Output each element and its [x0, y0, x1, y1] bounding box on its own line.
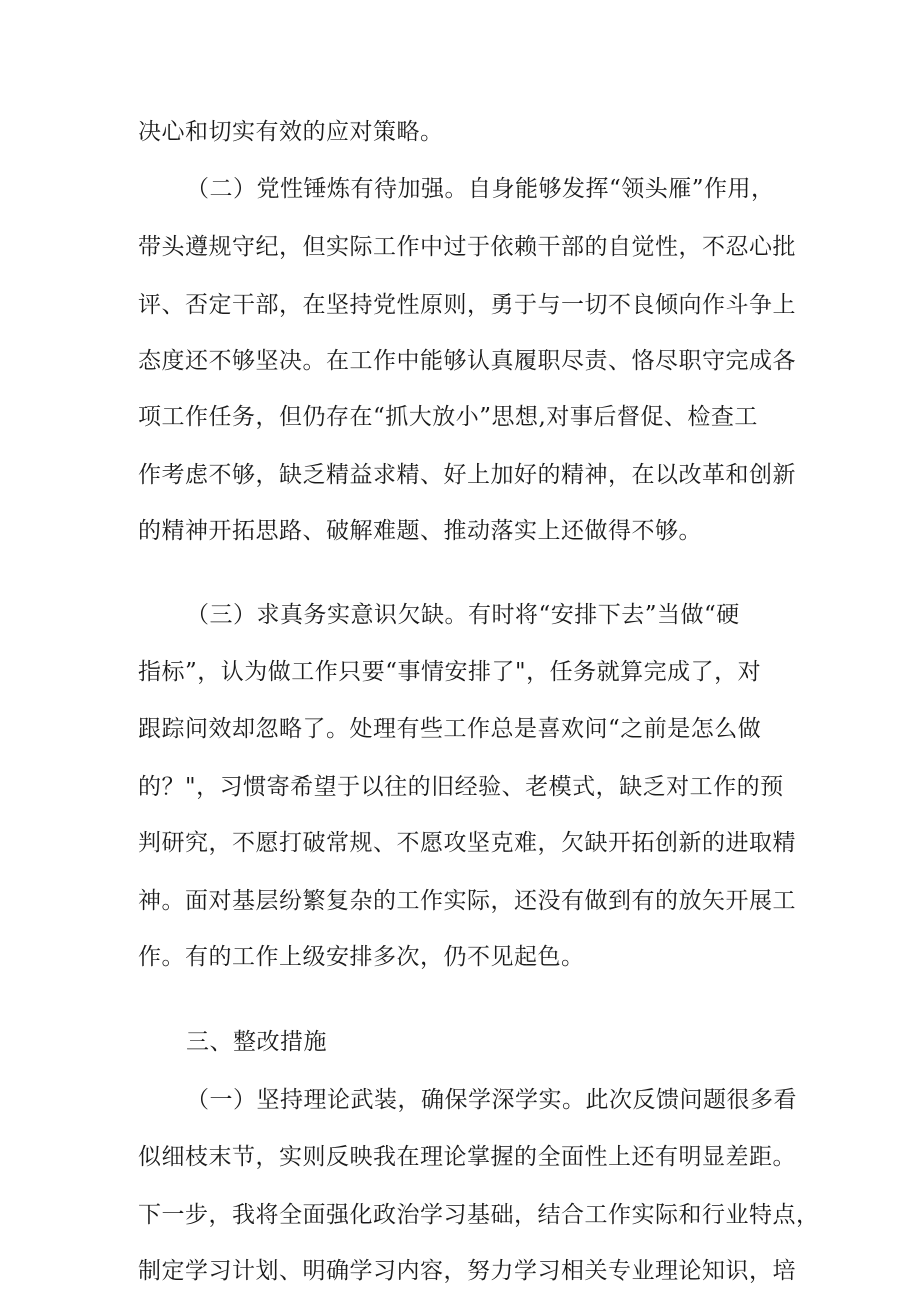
text-line: 下一步，我将全面强化政治学习基础，结合工作实际和行业特点，: [138, 1202, 820, 1228]
text-line: （三）求真务实意识欠缺。有时将“安排下去”当做“硬: [186, 602, 740, 628]
text-line: 指标”，认为做工作只要“事情安排了"，任务就算完成了，对: [138, 659, 762, 685]
text-line: 神。面对基层纷繁复杂的工作实际，还没有做到有的放矢开展工: [138, 888, 796, 914]
text-line: 作考虑不够，缺乏精益求精、好上加好的精神，在以改革和创新: [138, 462, 796, 488]
text-line: 决心和切实有效的应对策略。: [138, 119, 444, 145]
text-line: 判研究，不愿打破常规、不愿攻坚克难，欠缺开拓创新的进取精: [138, 830, 796, 856]
text-line: 项工作任务，但仍存在“抓大放小”思想,对事后督促、检查工: [138, 404, 758, 430]
text-line: 制定学习计划、明确学习内容，努力学习相关专业理论知识，培: [138, 1258, 796, 1284]
text-line: 作。有的工作上级安排多次，仍不见起色。: [138, 944, 585, 970]
text-line: 评、否定干部，在坚持党性原则，勇于与一切不良倾向作斗争上: [138, 292, 796, 318]
text-line: 带头遵规守纪，但实际工作中过于依赖干部的自觉性，不忍心批: [138, 234, 796, 260]
text-line: 的精神开拓思路、破解难题、推动落实上还做得不够。: [138, 518, 702, 544]
section-heading: 三、整改措施: [186, 1029, 327, 1055]
text-line: 态度还不够坚决。在工作中能够认真履职尽责、恪尽职守完成各: [138, 348, 796, 374]
text-line: 似细枝末节，实则反映我在理论掌握的全面性上还有明显差距。: [138, 1144, 796, 1170]
text-line: （一）坚持理论武装，确保学深学实。此次反馈问题很多看: [186, 1087, 797, 1113]
text-line: 跟踪问效却忽略了。处理有些工作总是喜欢问“之前是怎么做: [138, 716, 762, 742]
text-line: 的？"，习惯寄希望于以往的旧经验、老模式，缺乏对工作的预: [138, 774, 784, 800]
text-line: （二）党性锤炼有待加强。自身能够发挥“领头雁”作用，: [186, 176, 775, 202]
